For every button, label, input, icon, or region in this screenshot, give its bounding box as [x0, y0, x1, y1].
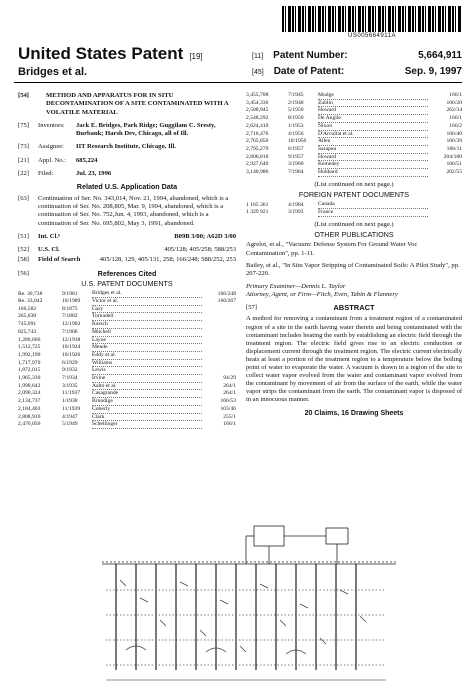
- reference-row: [246, 107, 462, 115]
- patent-number-code: [11]: [252, 53, 264, 60]
- title-code: [54]: [18, 92, 29, 99]
- ref-class: 166/53: [220, 398, 236, 405]
- related-text: Continuation of Ser. No. 343,014, Nov. 21, 1994, abandoned, which is a continuation of Ser. No. 208,805, Mar. 9, 1994, abandoned, which is a continuation of Ser. No. 752,Jun. 4, 1993, abandoned, which is a continuation of Ser. No. 695,802, May 3, 1991, abandoned.: [38, 194, 229, 227]
- ref-class: [202, 336, 236, 344]
- ref-number: 2,795,279: [246, 145, 269, 152]
- uscl-field: [18, 246, 236, 254]
- ref-date: 2/1948: [288, 99, 304, 106]
- uscl-value: 405/128; 405/258; 588/253: [164, 246, 236, 254]
- ref-number: 1,286,666: [18, 336, 41, 343]
- country-code: [19]: [189, 52, 203, 61]
- refs-code: [56]: [18, 269, 29, 277]
- ref-number: 1 165 361: [246, 201, 269, 208]
- ref-name: Aalto et al.: [92, 382, 202, 390]
- ref-name: Victor et al.: [92, 298, 202, 306]
- ref-number: 2,765,850: [246, 138, 269, 145]
- assignee-field: [18, 143, 236, 151]
- reference-row: [18, 367, 236, 375]
- ref-number: 2,508,945: [246, 107, 269, 114]
- patent-country: [18, 44, 203, 64]
- search-value: 405/128, 129, 405/131, 258; 166/248; 588/252, 253: [99, 256, 236, 264]
- ref-number: 1,965,330: [18, 375, 41, 382]
- ref-date: 12/1903: [62, 321, 81, 328]
- uscl-code: [52]: [18, 246, 29, 254]
- ref-date: 5/1949: [62, 421, 78, 428]
- ref-date: 11/1937: [62, 390, 81, 397]
- inventors-label: Inventors:: [38, 121, 65, 129]
- filed-label: Filed:: [38, 170, 54, 178]
- ref-class: [202, 305, 236, 313]
- reference-row: [18, 351, 236, 359]
- ref-class: [202, 321, 236, 329]
- date-row: [252, 66, 462, 77]
- ref-number: 3,455,708: [246, 92, 269, 99]
- ref-date: 7/1882: [62, 313, 78, 320]
- ref-name: Coberly: [92, 405, 202, 413]
- refs-field: [18, 270, 236, 278]
- assignee-label: Assignee:: [38, 143, 65, 151]
- ref-class: 103/46: [220, 405, 236, 412]
- other-pubs: [246, 241, 462, 278]
- uscl-label: U.S. Cl.: [38, 246, 60, 254]
- ref-number: 2,470,056: [18, 421, 41, 428]
- appl-code: [21]: [18, 156, 29, 164]
- ref-number: 1,717,970: [18, 359, 41, 366]
- ref-class: 166/39: [446, 138, 462, 145]
- reference-row: [246, 153, 462, 161]
- ref-number: 2,808,916: [18, 413, 41, 420]
- ref-name: Schellinger: [92, 421, 202, 429]
- abstract-text: A method for removing a contaminant from a treatment region of a contaminated region of a site in the earth having water therein and being contaminated with the contaminant includes heating the earth by establishing an electric field through the treatment region. The electric field gives rise to an electric conduction or displacement current through the treatment region. The electric current electrically heats at least a portion of the treatment region to a temperature below the boiling point of water to evaporate the water. A vacuum is drawn in a region of the site to collect water vapor evolved from the water and contaminant vapor evolved from the contaminant by movement of air from the surface of the earth, while the water vapor strips the contaminant from the earth. The contaminant vapor is disposed of in an innocuous manner.: [246, 315, 462, 404]
- ref-name: Mudge: [318, 92, 428, 99]
- ref-class: [202, 344, 236, 352]
- ref-number: 1,992,190: [18, 351, 41, 358]
- ref-class: 166/1: [449, 115, 462, 122]
- search-label: Field of Search: [38, 256, 81, 264]
- reference-row: [18, 421, 236, 429]
- reference-row: [18, 398, 236, 406]
- ref-name: Canada: [318, 201, 428, 208]
- ref-class: 255/1: [223, 413, 236, 420]
- search-code: [58]: [18, 256, 29, 264]
- publication: Agrelot, et al., "Vacuum: Defense System For Ground Water Voc Contamination", pp. 1-11.: [246, 241, 418, 257]
- ref-date: 7/1934: [62, 375, 78, 382]
- ref-number: 2,710,476: [246, 130, 269, 137]
- search-field: [18, 256, 236, 264]
- ref-name: De Angile: [318, 115, 428, 123]
- ref-date: 1/1953: [288, 122, 304, 129]
- ref-number: 1,990,642: [18, 382, 41, 389]
- ref-name: Williams: [92, 359, 202, 367]
- related-field: [18, 195, 236, 228]
- ref-name: Howard: [318, 153, 428, 161]
- filed-field: [18, 170, 236, 178]
- reference-row: [18, 382, 236, 390]
- us-docs-cont-table: [246, 92, 462, 177]
- assignee: IIT Research Institute, Chicago, Ill.: [76, 143, 176, 151]
- inventor-line: Bridges et al.: [18, 66, 88, 78]
- reference-row: [18, 336, 236, 344]
- reference-row: [246, 138, 462, 146]
- reference-row: [18, 305, 236, 313]
- ref-name: Eddy et al.: [92, 351, 202, 359]
- abstract-header: [246, 304, 462, 312]
- ref-number: 2,134,737: [18, 398, 41, 405]
- appl-label: Appl. No.:: [38, 156, 67, 164]
- reference-row: [18, 375, 236, 383]
- ref-date: 4/1947: [62, 413, 78, 420]
- ref-name: Layne: [92, 336, 202, 344]
- ref-date: 11/1939: [62, 405, 81, 412]
- ref-number: Re. 33,042: [18, 298, 43, 305]
- intcl-label: Int. Cl.⁶: [38, 232, 60, 240]
- reference-row: [18, 413, 236, 421]
- ref-name: Irvine: [92, 375, 202, 383]
- ref-number: 2,548,292: [246, 115, 269, 122]
- ref-name: Allen: [318, 138, 428, 146]
- ref-class: 166/248: [217, 290, 236, 297]
- reference-row: [18, 390, 236, 398]
- related-heading: Related U.S. Application Data: [76, 182, 178, 192]
- ref-date: 7/1945: [288, 92, 304, 99]
- ref-date: 8/1950: [288, 115, 304, 122]
- ref-name: D'Arcullat et al.: [318, 130, 428, 138]
- country-text: United States Patent: [18, 44, 184, 63]
- ref-date: 7/1906: [62, 328, 78, 335]
- reference-row: [18, 328, 236, 336]
- ref-date: 5/1950: [288, 107, 304, 114]
- filed-date: Jul. 23, 1996: [76, 170, 112, 178]
- ref-class: 166/51: [446, 161, 462, 168]
- filed-code: [22]: [18, 170, 29, 178]
- reference-row: [246, 122, 462, 130]
- right-column: [246, 92, 462, 419]
- ref-number: 2,927,640: [246, 161, 269, 168]
- patent-drawing: [96, 520, 408, 690]
- inventors-field: [18, 122, 236, 139]
- continued-note-2: (List continued on next page.): [314, 220, 394, 228]
- ref-date: 9/1932: [62, 367, 78, 374]
- ref-date: 1/1938: [62, 398, 78, 405]
- ref-name: Zublin: [318, 99, 428, 107]
- ref-class: [202, 367, 236, 375]
- ref-number: 265,030: [18, 313, 37, 320]
- ref-class: [202, 359, 236, 367]
- other-pubs-heading: OTHER PUBLICATIONS: [314, 230, 394, 240]
- ref-number: 745,091: [18, 321, 37, 328]
- ref-number: 3,140,986: [246, 169, 269, 176]
- ref-date: 10/1956: [288, 138, 307, 145]
- ref-date: 8/1875: [62, 305, 78, 312]
- reference-row: [246, 99, 462, 107]
- ref-date: 10/1989: [62, 298, 81, 305]
- reference-row: [246, 161, 462, 169]
- ref-date: 10/1924: [62, 344, 81, 351]
- reference-row: [246, 92, 462, 99]
- ref-name: Bridges et al.: [92, 290, 202, 297]
- ref-name: Nixon: [318, 122, 428, 130]
- date-label: Date of Patent:: [273, 66, 345, 77]
- us-docs-heading: U.S. PATENT DOCUMENTS: [81, 279, 173, 289]
- reference-row: [18, 344, 236, 352]
- ref-date: 4/1984: [288, 201, 304, 208]
- patent-number: 5,664,911: [418, 50, 462, 61]
- refs-heading: References Cited: [97, 268, 157, 278]
- ref-class: [428, 209, 462, 217]
- reference-row: [18, 405, 236, 413]
- patent-number-row: [252, 50, 462, 61]
- ref-date: 3/1993: [288, 209, 304, 216]
- inventors-code: [75]: [18, 121, 29, 129]
- ref-class: [202, 313, 236, 321]
- reference-row: [246, 209, 462, 217]
- foreign-heading: FOREIGN PATENT DOCUMENTS: [298, 190, 410, 200]
- ref-name: Brundige: [92, 398, 202, 406]
- barcode: [282, 6, 462, 32]
- ref-name: Kemedey: [318, 161, 428, 169]
- ref-class: 202/55: [446, 169, 462, 176]
- title-field: [18, 92, 236, 117]
- ref-number: 2,184,403: [18, 405, 41, 412]
- ref-number: 1,512,725: [18, 344, 41, 351]
- ref-class: [428, 201, 462, 208]
- patent-date: Sep. 9, 1997: [404, 66, 462, 77]
- ref-number: 825,743: [18, 328, 37, 335]
- ref-date: 7/1964: [288, 169, 304, 176]
- ref-name: Sarapuu: [318, 145, 428, 153]
- ref-class: 204/180: [443, 153, 462, 160]
- ref-class: 264/1: [223, 382, 236, 389]
- ref-number: 3,454,336: [246, 99, 269, 106]
- reference-row: [18, 298, 236, 306]
- reference-row: [18, 359, 236, 367]
- ref-number: 1 329 921: [246, 209, 269, 216]
- ref-number: 1,872,015: [18, 367, 41, 374]
- reference-row: [18, 290, 236, 297]
- related-code: [63]: [18, 194, 29, 202]
- ref-number: 2,090,324: [18, 390, 41, 397]
- barcode-number: US005664911A: [348, 33, 396, 39]
- ref-class: 166/40: [446, 130, 462, 137]
- intcl-field: [18, 233, 236, 241]
- ref-class: 166/11: [446, 145, 462, 152]
- intcl-value: B09B 3/00; A62D 3/00: [174, 232, 236, 240]
- ref-class: [202, 328, 236, 336]
- ref-name: Mitchell: [92, 328, 202, 336]
- foreign-docs-table: [246, 201, 462, 216]
- reference-row: [246, 201, 462, 208]
- ref-date: 9/1981: [62, 290, 78, 297]
- appl-field: [18, 157, 236, 165]
- ref-name: Casagrande: [92, 390, 202, 398]
- date-code: [45]: [252, 69, 264, 76]
- ref-name: France: [318, 209, 428, 217]
- ref-class: 166/20: [446, 99, 462, 106]
- ref-number: 2,806,818: [246, 153, 269, 160]
- ref-name: Mende: [92, 344, 202, 352]
- abstract-heading: ABSTRACT: [333, 303, 375, 313]
- ref-class: 94/29: [223, 375, 236, 382]
- ref-class: 262/34: [446, 107, 462, 114]
- ref-date: 6/1929: [62, 359, 78, 366]
- claims-count: 20 Claims, 16 Drawing Sheets: [304, 410, 404, 418]
- publication: Bailey, et al., "In Situ Vapor Stripping of Contaminated Soils: A Pilot Study", pp. 207-220.: [246, 261, 460, 278]
- ref-class: 166/267: [217, 298, 236, 305]
- us-docs-table: [18, 290, 236, 429]
- ref-date: 6/1957: [288, 145, 304, 152]
- invention-title: METHOD AND APPARATUS FOR IN SITU DECONTAMINATION OF A SITE CONTAMINATED WITH A VOLATILE MATERIAL: [46, 92, 229, 116]
- reference-row: [246, 145, 462, 153]
- ref-date: 12/1918: [62, 336, 81, 343]
- attorney: Attorney, Agent, or Firm—Fitch, Even, Tabin & Flannery: [246, 290, 398, 298]
- ref-name: Howard: [318, 107, 428, 115]
- reference-row: [18, 313, 236, 321]
- left-column: [18, 92, 236, 429]
- ref-date: 3/1960: [288, 161, 304, 168]
- ref-class: 264/1: [223, 390, 236, 397]
- reference-row: [246, 130, 462, 138]
- ref-number: 166,582: [18, 305, 37, 312]
- ref-name: Clark: [92, 413, 202, 421]
- reference-row: [18, 321, 236, 329]
- ref-name: Hubbard: [318, 169, 428, 177]
- ref-date: 4/1956: [288, 130, 304, 137]
- ref-date: 9/1957: [288, 153, 304, 160]
- ref-date: 3/1935: [62, 382, 78, 389]
- ref-number: 2,624,410: [246, 122, 269, 129]
- continued-note: (List continued on next page.): [314, 180, 394, 188]
- ref-class: [202, 351, 236, 359]
- ref-name: Karsch: [92, 321, 202, 329]
- primary-examiner: Primary Examiner—Dennis L. Taylor: [246, 282, 346, 290]
- assignee-code: [73]: [18, 143, 29, 151]
- ref-class: 166/1: [223, 421, 236, 428]
- ref-class: 166/2: [449, 122, 462, 129]
- reference-row: [246, 115, 462, 123]
- ref-number: Re. 30,738: [18, 290, 43, 297]
- inventors: Jack E. Bridges, Park Ridge; Guggilam C. Sresty, Burbank; Harsh Dev, Chicago, all of Ill.: [76, 121, 216, 138]
- appl-number: 685,224: [76, 156, 98, 164]
- abstract-code: [57]: [246, 304, 257, 312]
- intcl-code: [51]: [18, 232, 29, 240]
- reference-row: [246, 169, 462, 177]
- header-rule: [14, 82, 462, 83]
- ref-date: 10/1926: [62, 351, 81, 358]
- ref-name: Tornadell: [92, 313, 202, 321]
- ref-name: Gary: [92, 305, 202, 313]
- ref-class: 166/1: [449, 92, 462, 99]
- patent-number-label: Patent Number:: [273, 50, 348, 61]
- ref-name: Lewis: [92, 367, 202, 375]
